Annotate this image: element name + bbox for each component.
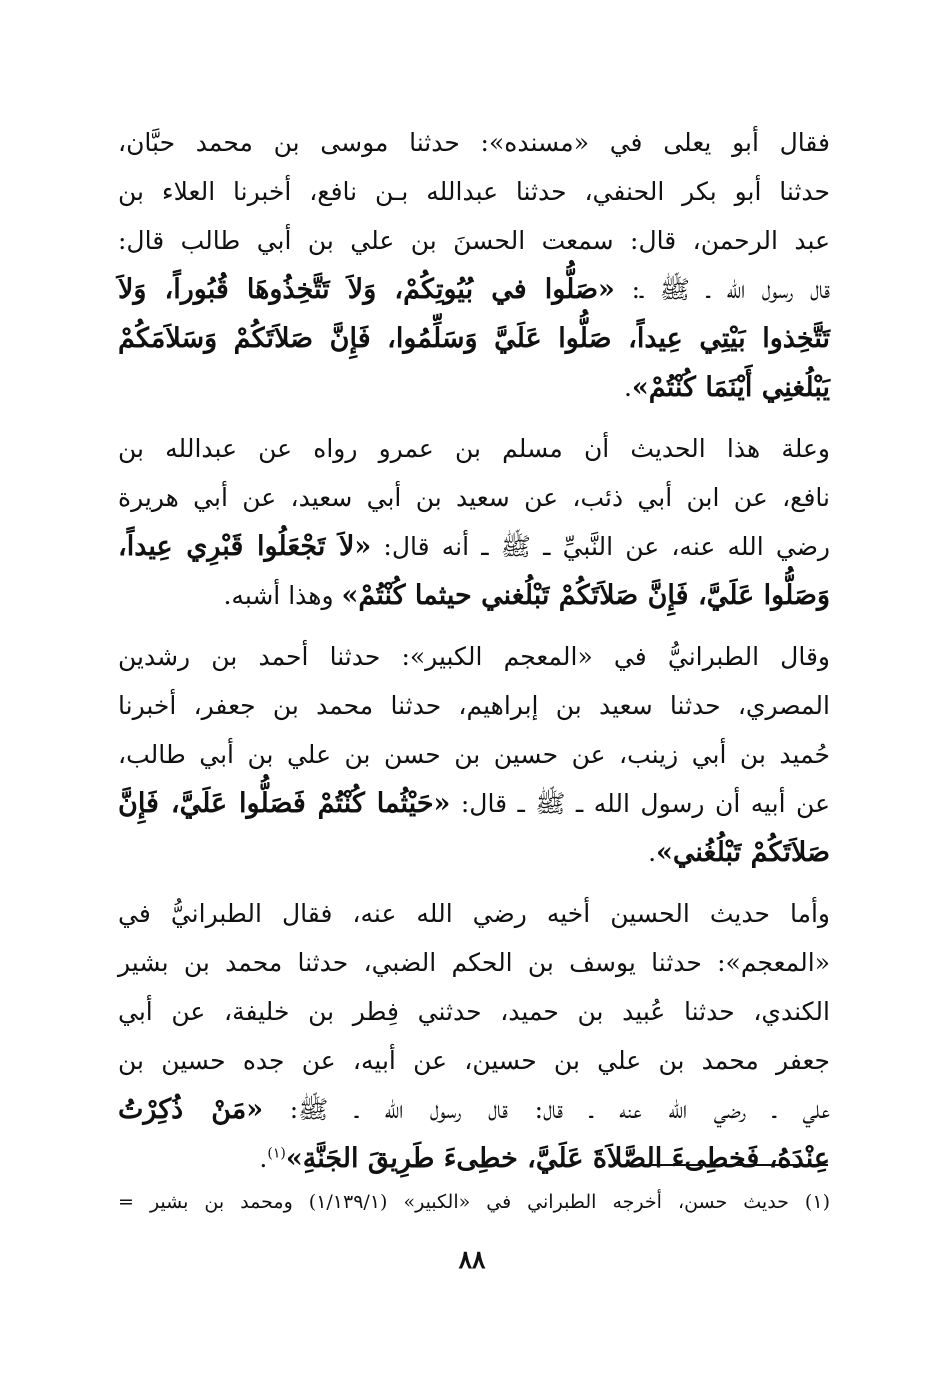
narration-text: فقال أبو يعلى في «مسنده»: حدثنا موسى بن محمد حبَّان، [118, 128, 830, 157]
footnote-divider [626, 1164, 828, 1166]
narration-text: . [648, 838, 657, 867]
text-line [118, 1085, 830, 1134]
text-line [118, 473, 830, 522]
text-line [118, 828, 830, 877]
text-line [118, 265, 830, 314]
hadith-text: صَلاَتَكُمْ تَبْلُغُني» [656, 837, 830, 868]
text-line [118, 314, 830, 363]
body-text [118, 118, 830, 1195]
narration-text: وقال الطبرانيُّ في «المعجم الكبير»: حدثنا أحمد بن رشدين [118, 642, 830, 671]
text-line [118, 522, 830, 571]
narration-text: المصري، حدثنا سعيد بن إبراهيم، حدثنا محمد بن جعفر، أخبرنا [118, 691, 830, 720]
text-line [118, 632, 830, 681]
narration-text: حُميد بن أبي زينب، عن حسين بن حسن بن علي بن أبي طالب، [118, 740, 830, 769]
text-line [118, 424, 830, 473]
narration-text: . [623, 373, 632, 402]
text-line [118, 1134, 830, 1183]
hadith-text: «لاَ تَجْعَلُوا قَبْرِي عِيداً، [118, 531, 372, 562]
text-line [118, 889, 830, 938]
narration-text: وهذا أشبه. [223, 581, 342, 610]
text-line [118, 1036, 830, 1085]
text-line [118, 779, 830, 828]
narration-text: الكندي، حدثنا عُبيد بن حميد، حدثني فِطر بن خليفة، عن أبي [118, 997, 830, 1026]
hadith-text: تَتَّخِذوا بَيْتِي عِيداً، صَلُّوا عَلَيَّ وَسَلِّمُوا، فَإِنَّ صَلاَتَكُمْ وَسَلاَمَكُمْ [118, 323, 830, 354]
narration-text: . [259, 1144, 268, 1173]
text-line [118, 363, 830, 412]
paragraph [118, 889, 830, 1183]
narration-text: «المعجم»: حدثنا يوسف بن الحكم الضبي، حدثنا محمد بن بشير [118, 948, 830, 977]
hadith-text: وَصَلُّوا عَلَيَّ، فَإِنَّ صَلاَتَكُمْ تَبْلُغني حيثما كُنْتُمْ» [341, 580, 830, 611]
hadith-text: يَبْلُغنِي أَيْنَمَا كُنْتُمْ» [631, 372, 830, 403]
hadith-text: «حَيْثُما كُنْتُمْ فَصَلُّوا عَلَيَّ، فَإِنَّ [118, 788, 451, 819]
narration-text: رضي الله عنه، عن النَّبيِّ ـ ﷺ ـ أنه قال: [371, 532, 830, 561]
footnote-marker[interactable]: (١) [267, 1145, 286, 1162]
narration-text: جعفر محمد بن علي بن حسين، عن أبيه، عن جده حسين بن [118, 1046, 830, 1075]
page-number: ٨٨ [458, 1245, 486, 1274]
hadith-text: «صَلُّوا في بُيُوتِكُمْ، وَلاَ تَتَّخِذُوهَا قُبُوراً، وَلاَ [118, 274, 615, 305]
text-line [118, 681, 830, 730]
narration-text: قال رسول الله ـ ﷺ ـ: [614, 275, 830, 304]
hadith-text: عِنْدَهُ، فَخطِىءَ الصَّلاَةَ عَلَيَّ، خطِىءَ طَرِيقَ الجَنَّةِ» [285, 1143, 830, 1174]
text-line [118, 167, 830, 216]
text-line [118, 730, 830, 779]
text-line [118, 216, 830, 265]
narration-text: حدثنا أبو بكر الحنفي، حدثنا عبدالله بـن نافع، أخبرنا العلاء بن [118, 177, 830, 206]
text-line [118, 938, 830, 987]
narration-text: عن أبيه أن رسول الله ـ ﷺ ـ قال: [450, 789, 830, 818]
text-line [118, 118, 830, 167]
footnote: (١) حديث حسن، أخرجه الطبراني في «الكبير» (١/١٣٩/١) ومحمد بن بشير = [118, 1191, 830, 1213]
hadith-text: «مَنْ ذُكِرْتُ [118, 1094, 264, 1125]
narration-text: علي ـ رضي الله عنه ـ قال: قال رسول الله ـ ﷺ: [263, 1095, 831, 1124]
text-line [118, 571, 830, 620]
text-line [118, 987, 830, 1036]
narration-text: وأما حديث الحسين أخيه رضي الله عنه، فقال الطبرانيُّ في [118, 899, 830, 928]
paragraph [118, 632, 830, 877]
narration-text: نافع، عن ابن أبي ذئب، عن سعيد بن أبي سعيد، عن أبي هريرة [118, 483, 830, 512]
paragraph [118, 118, 830, 412]
paragraph [118, 424, 830, 620]
narration-text: وعلة هذا الحديث أن مسلم بن عمرو رواه عن عبدالله بن [118, 434, 830, 463]
narration-text: عبد الرحمن، قال: سمعت الحسنَ بن علي بن أبي طالب قال: [118, 226, 830, 255]
